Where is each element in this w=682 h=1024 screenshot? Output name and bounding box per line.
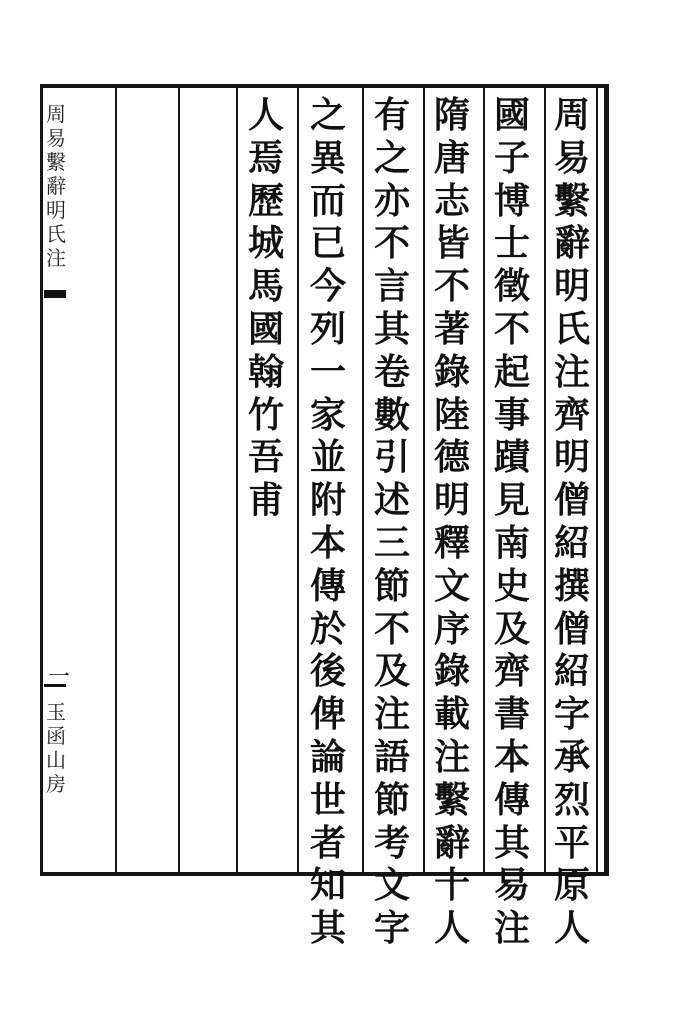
column-character: 書 [493,693,530,736]
column-character: 皆 [433,222,470,265]
column-character: 者 [309,821,346,864]
column-character: 不 [373,222,410,265]
column-character: 異 [309,136,346,179]
column-divider [423,88,425,872]
column-character: 及 [493,607,530,650]
column-character: 易 [493,864,530,907]
column-character: 語 [373,735,410,778]
frame-right-rule [604,84,609,876]
column-divider [544,88,546,872]
column-character: 起 [493,350,530,393]
column-character: 平 [553,821,590,864]
column-character: 本 [493,735,530,778]
column-character: 並 [309,436,346,479]
margin-character: 玉 [46,700,66,724]
column-character: 文 [373,864,410,907]
text-column-3 [430,84,474,950]
column-character: 錄 [433,350,470,393]
column-character: 亦 [373,179,410,222]
text-column-5 [306,84,350,950]
column-character: 繫 [433,778,470,821]
column-character: 附 [309,479,346,522]
fishtail-marker [44,290,66,298]
column-character: 陸 [433,393,470,436]
column-character: 後 [309,650,346,693]
column-character: 子 [493,136,530,179]
column-character: 齊 [493,650,530,693]
column-character: 撰 [553,564,590,607]
column-character: 序 [433,607,470,650]
margin-character: 山 [46,748,66,772]
column-character: 述 [373,479,410,522]
column-character: 事 [493,393,530,436]
column-character: 其 [493,821,530,864]
column-character: 注 [373,693,410,736]
column-character: 十 [433,864,470,907]
column-character: 其 [373,307,410,350]
column-divider [178,88,180,872]
margin-character: 繫 [46,150,66,174]
column-character: 有 [373,94,410,136]
column-character: 吾 [247,436,284,479]
column-character: 國 [247,307,284,350]
column-character: 人 [553,907,590,950]
center-fold-rule [40,88,43,872]
column-character: 馬 [247,265,284,308]
margin-character: 函 [46,724,66,748]
column-divider [297,88,299,872]
column-character: 明 [553,265,590,308]
column-character: 周 [553,94,590,136]
column-character: 列 [309,307,346,350]
column-character: 知 [309,864,346,907]
column-character: 於 [309,607,346,650]
column-character: 字 [553,693,590,736]
column-character: 三 [373,521,410,564]
column-character: 易 [553,136,590,179]
column-character: 志 [433,179,470,222]
column-character: 注 [553,350,590,393]
column-character: 卷 [373,350,410,393]
margin-character: 易 [46,126,66,150]
column-divider [483,88,485,872]
column-character: 辭 [433,821,470,864]
column-character: 僧 [553,607,590,650]
column-character: 及 [373,650,410,693]
column-character: 德 [433,436,470,479]
text-column-1 [550,84,594,950]
column-character: 辭 [553,222,590,265]
column-character: 見 [493,479,530,522]
margin-character: 明 [46,198,66,222]
column-character: 僧 [553,479,590,522]
column-character: 士 [493,222,530,265]
column-character: 家 [309,393,346,436]
column-character: 氏 [553,307,590,350]
column-character: 不 [433,265,470,308]
column-character: 不 [493,307,530,350]
column-character: 一 [309,350,346,393]
column-character: 文 [433,564,470,607]
column-character: 南 [493,521,530,564]
column-character: 明 [553,436,590,479]
column-character: 原 [553,864,590,907]
column-character: 城 [247,222,284,265]
column-character: 世 [309,778,346,821]
publisher-mark [46,700,66,796]
column-character: 竹 [247,393,284,436]
column-character: 蹟 [493,436,530,479]
column-character: 今 [309,265,346,308]
page-number: 一 [48,665,71,690]
column-divider [236,88,238,872]
column-character: 翰 [247,350,284,393]
margin-character: 房 [46,772,66,796]
column-character: 人 [433,907,470,950]
margin-title [46,102,66,270]
margin-character: 氏 [46,222,66,246]
text-column-4 [370,84,414,950]
column-character: 節 [373,564,410,607]
column-character: 字 [373,907,410,950]
column-character: 焉 [247,136,284,179]
column-character: 釋 [433,521,470,564]
column-character: 本 [309,521,346,564]
column-character: 而 [309,179,346,222]
column-character: 齊 [553,393,590,436]
column-character: 繫 [553,179,590,222]
column-character: 傳 [309,564,346,607]
column-divider [115,88,117,872]
column-character: 論 [309,735,346,778]
text-frame [40,84,608,950]
column-character: 其 [309,907,346,950]
column-character: 人 [247,94,284,136]
margin-character: 注 [46,246,66,270]
column-character: 注 [433,735,470,778]
column-character: 紹 [553,521,590,564]
column-character: 博 [493,179,530,222]
margin-character: 辭 [46,174,66,198]
text-column-2 [490,84,534,950]
column-character: 唐 [433,136,470,179]
column-character: 烈 [553,778,590,821]
column-character: 不 [373,607,410,650]
text-column-6 [244,84,288,522]
column-character: 歷 [247,179,284,222]
column-character: 考 [373,821,410,864]
column-character: 引 [373,436,410,479]
column-character: 隋 [433,94,470,136]
column-character: 言 [373,265,410,308]
column-character: 紹 [553,650,590,693]
column-character: 國 [493,94,530,136]
column-character: 傳 [493,778,530,821]
column-character: 俾 [309,693,346,736]
column-character: 之 [373,136,410,179]
column-character: 載 [433,693,470,736]
column-character: 徵 [493,265,530,308]
column-character: 節 [373,778,410,821]
column-character: 甫 [247,479,284,522]
column-character: 承 [553,735,590,778]
column-character: 之 [309,94,346,136]
column-character: 明 [433,479,470,522]
column-character: 著 [433,307,470,350]
column-character: 錄 [433,650,470,693]
column-character: 注 [493,907,530,950]
column-character: 史 [493,564,530,607]
column-character: 數 [373,393,410,436]
margin-character: 周 [46,102,66,126]
column-divider [362,88,364,872]
column-character: 已 [309,222,346,265]
frame-right-inner-rule [596,84,598,876]
